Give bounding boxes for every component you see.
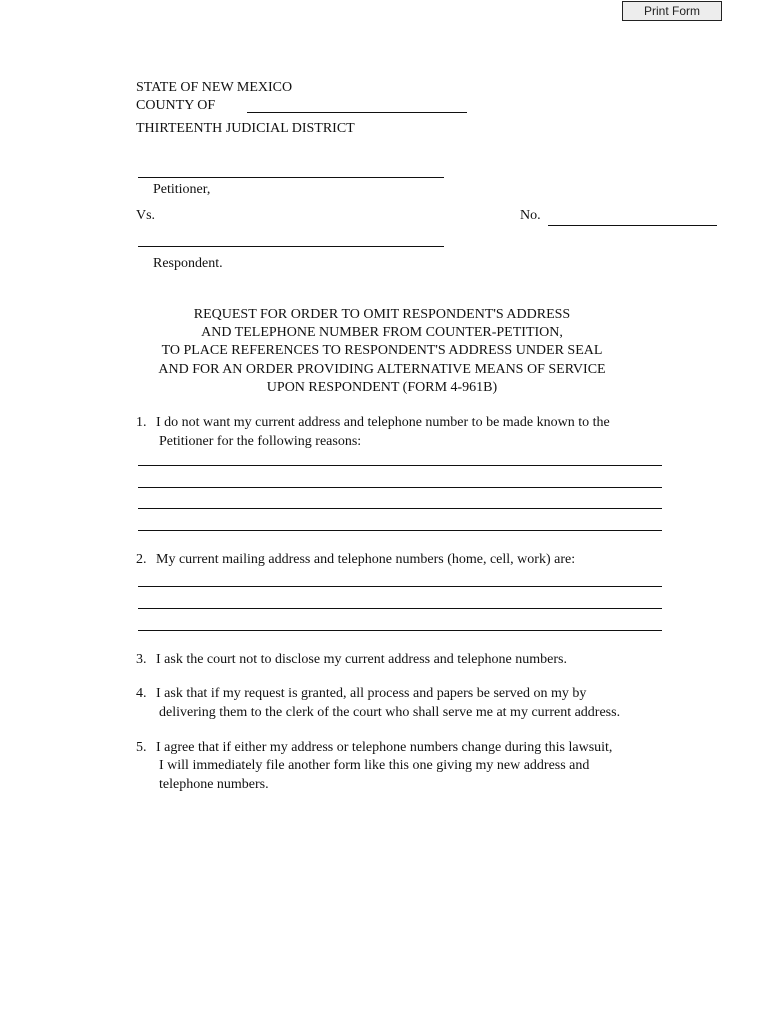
item-number: 3. xyxy=(136,652,147,667)
item-text: I ask that if my request is granted, all process and papers be served on my by xyxy=(156,686,587,701)
respondent-name-field[interactable] xyxy=(138,246,444,247)
respondent-label: Respondent. xyxy=(153,256,223,271)
item-number: 4. xyxy=(136,686,147,701)
reason-line-3[interactable] xyxy=(138,508,662,509)
reason-line-1[interactable] xyxy=(138,465,662,466)
title-line: TO PLACE REFERENCES TO RESPONDENT'S ADDRESS UNDER SEAL xyxy=(161,343,603,358)
item-text: I do not want my current address and telephone number to be made known to the xyxy=(156,415,610,430)
address-line-1[interactable] xyxy=(138,586,662,587)
item-number: 5. xyxy=(136,740,147,755)
item-number: 1. xyxy=(136,415,147,430)
petitioner-label: Petitioner, xyxy=(153,182,211,197)
versus-label: Vs. xyxy=(136,208,156,223)
item-text: My current mailing address and telephone numbers (home, cell, work) are: xyxy=(156,552,576,567)
item-text: I ask the court not to disclose my current address and telephone numbers. xyxy=(156,652,567,667)
item-text: Petitioner for the following reasons: xyxy=(159,434,362,449)
item-text: I agree that if either my address or telephone numbers change during this lawsuit, xyxy=(156,740,613,755)
case-number-field[interactable] xyxy=(548,225,717,226)
reason-line-2[interactable] xyxy=(138,487,662,488)
item-text: I will immediately file another form like this one giving my new address and xyxy=(159,758,590,773)
title-line: AND TELEPHONE NUMBER FROM COUNTER-PETITION, xyxy=(201,325,563,340)
state-heading: STATE OF NEW MEXICO xyxy=(136,80,293,95)
county-field[interactable] xyxy=(247,112,467,113)
print-form-button[interactable]: Print Form xyxy=(622,1,722,21)
petitioner-name-field[interactable] xyxy=(138,177,444,178)
reason-line-4[interactable] xyxy=(138,530,662,531)
item-text: delivering them to the clerk of the court who shall serve me at my current address. xyxy=(159,705,621,720)
case-number-label: No. xyxy=(520,208,541,223)
county-label: COUNTY OF xyxy=(136,98,216,113)
title-line: UPON RESPONDENT (FORM 4-961B) xyxy=(266,380,498,395)
address-line-3[interactable] xyxy=(138,630,662,631)
item-text: telephone numbers. xyxy=(159,777,269,792)
item-number: 2. xyxy=(136,552,147,567)
address-line-2[interactable] xyxy=(138,608,662,609)
title-line: REQUEST FOR ORDER TO OMIT RESPONDENT'S ADDRESS xyxy=(193,307,571,322)
district-heading: THIRTEENTH JUDICIAL DISTRICT xyxy=(136,121,355,136)
title-line: AND FOR AN ORDER PROVIDING ALTERNATIVE MEANS OF SERVICE xyxy=(158,362,606,377)
